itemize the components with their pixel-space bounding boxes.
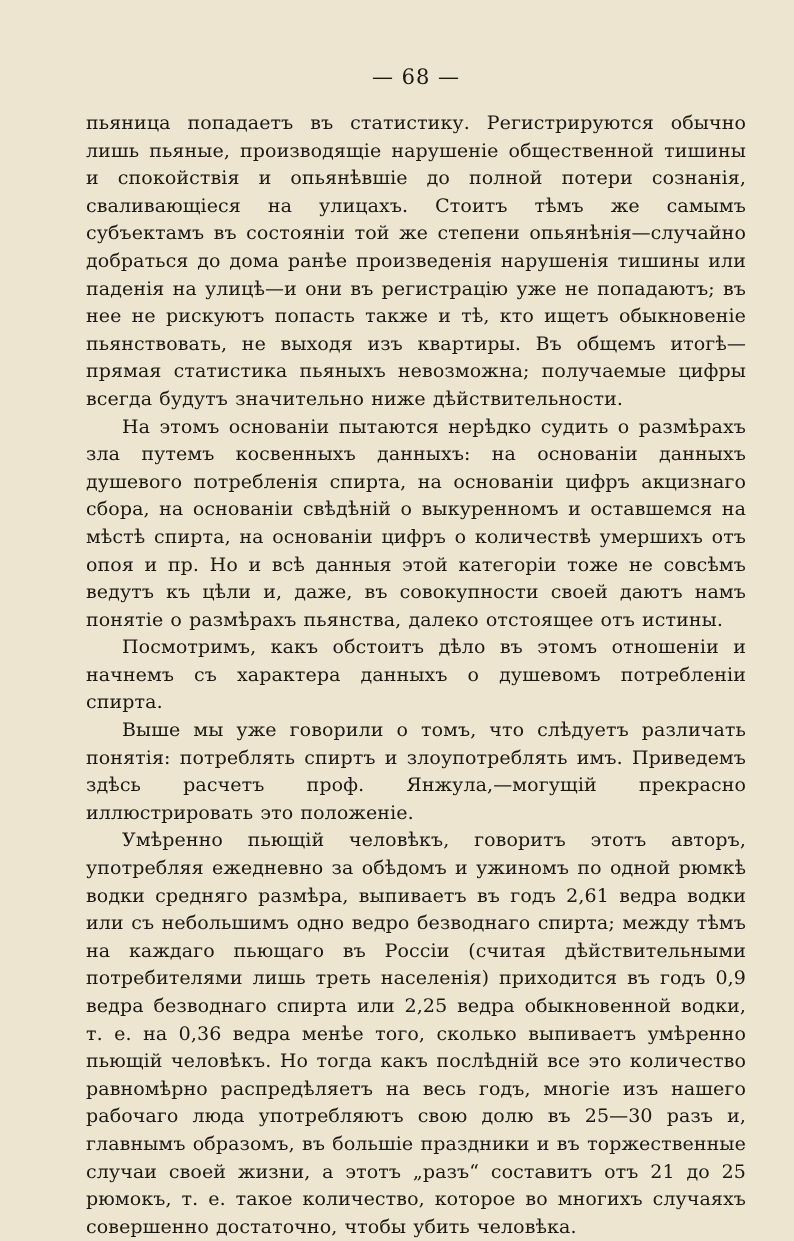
body-text — [86, 110, 746, 1241]
paragraph-moderate-drinker: Умѣренно пьющій человѣкъ, говоритъ этотъ авторъ, употребляя ежедневно за обѣдомъ и ужиномъ по одной рюмкѣ водки средняго размѣра, выпиваетъ въ годъ 2,61 ведра водки или съ небольшимъ одно ведро безводнаго спирта; между тѣмъ на каждаго пьющаго въ Россіи (считая дѣйствительными потребителями лишь треть населенія) приходится въ годъ 0,9 ведра безводнаго спирта или 2,25 ведра обыкновенной водки, т. е. на 0,36 ведра менѣе того, сколько выпиваетъ умѣренно пьющій человѣкъ. Но тогда какъ послѣдній все это количество равномѣрно распредѣляетъ на весь годъ, многіе изъ нашего рабочаго люда употребляютъ свою долю въ 25—30 разъ и, главнымъ образомъ, въ большіе праздники и въ торжественные случаи своей жизни, а этотъ „разъ“ составитъ отъ 21 до 25 рюмокъ, т. е. такое количество, которое во многихъ случаяхъ совершенно достаточно, чтобы убить человѣка. — [86, 829, 746, 1238]
page-number: — 68 — — [371, 65, 461, 89]
paragraph-indirect-data: На этомъ основаніи пытаются нерѣдко судить о размѣрахъ зла путемъ косвенныхъ данныхъ: на основаніи данныхъ душевого потребленія спирта, на основаніи цифръ акцизнаго сбора, на основаніи свѣдѣній о выкуренномъ и оставшемся на мѣстѣ спирта, на основаніи цифръ о количествѣ умершихъ отъ опоя и пр. Но и всѣ данныя этой категоріи тоже не совсѣмъ ведутъ къ цѣли и, даже, въ совокупности своей даютъ намъ понятіе о размѣрахъ пьянства, далеко отстоящее отъ истины. — [86, 415, 746, 631]
paragraph-per-capita: Посмотримъ, какъ обстоитъ дѣло въ этомъ отношеніи и начнемъ съ характера данныхъ о душевомъ потребленіи спирта. — [86, 636, 746, 714]
paragraph-consumption-vs-abuse: Выше мы уже говорили о томъ, что слѣдуетъ различать понятія: потреблять спиртъ и злоупотреблять имъ. Приведемъ здѣсь расчетъ проф. Янжула,—могущій прекрасно иллюстрировать это положеніе. — [86, 719, 746, 824]
paragraph-continuation: пьяница попадаетъ въ статистику. Регистрируются обычно лишь пьяные, производящіе нарушеніе общественной тишины и спокойствія и опьянѣвшіе до полной потери сознанія, сваливающіеся на улицахъ. Стоитъ тѣмъ же самымъ субъектамъ въ состояніи той же степени опьянѣнія—случайно добраться до дома ранѣе произведенія нарушенія тишины или паденія на улицѣ—и они въ регистрацію уже не попадаютъ; въ нее не рискуютъ попасть также и тѣ, кто ищетъ обыкновеніе пьянствовать, не выходя изъ квартиры. Въ общемъ итогѣ—прямая статистика пьяныхъ невозможна; получаемые цифры всегда будутъ значительно ниже дѣйствительности. — [86, 112, 746, 410]
